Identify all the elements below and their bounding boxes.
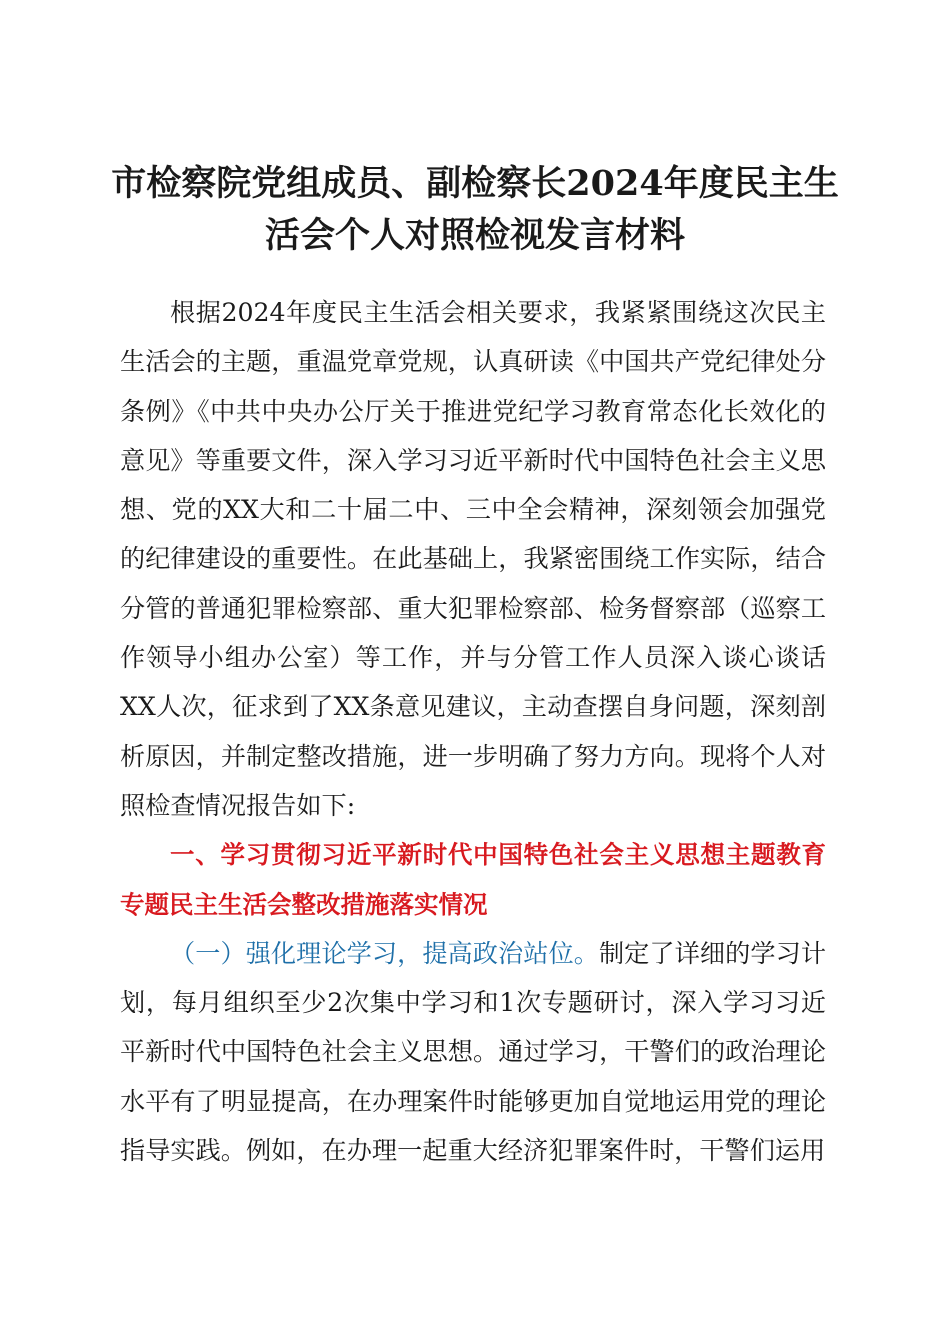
title-line-2: 活会个人对照检视发言材料	[264, 215, 685, 256]
subsection-1-paragraph	[120, 929, 826, 1175]
subsection-1-text: 制定了详细的学习计划，每月组织至少2次集中学习和1次专题研讨，深入学习习近平新时代中国特色社会主义思想。通过学习，干警们的政治理论水平有了明显提高，在办理案件时能够更加自觉地运用党的理论指导实践。例如，在办理一起重大经济犯罪案件时，干警们运用	[120, 938, 827, 1166]
section-1-heading: 一、学习贯彻习近平新时代中国特色社会主义思想主题教育专题民主生活会整改措施落实情况	[120, 840, 826, 919]
document-title	[110, 158, 840, 262]
intro-paragraph: 根据2024年度民主生活会相关要求，我紧紧围绕这次民主生活会的主题，重温党章党规，认真研读《中国共产党纪律处分条例》《中共中央办公厅关于推进党纪学习教育常态化长效化的意见》等重要文件，深入学习习近平新时代中国特色社会主义思想、党的XX大和二十届二中、三中全会精神，深刻领会加强党的纪律建设的重要性。在此基础上，我紧密围绕工作实际，结合分管的普通犯罪检察部、重大犯罪检察部、检务督察部（巡察工作领导小组办公室）等工作，并与分管工作人员深入谈心谈话XX人次，征求到了XX条意见建议，主动查摆自身问题，深刻剖析原因，并制定整改措施，进一步明确了努力方向。现将个人对照检查情况报告如下:	[120, 298, 826, 820]
title-line-1: 市检察院党组成员、副检察长2024年度民主生	[111, 163, 839, 204]
subsection-1-title: （一）强化理论学习，提高政治站位。	[170, 938, 599, 968]
document-body	[120, 288, 826, 1175]
